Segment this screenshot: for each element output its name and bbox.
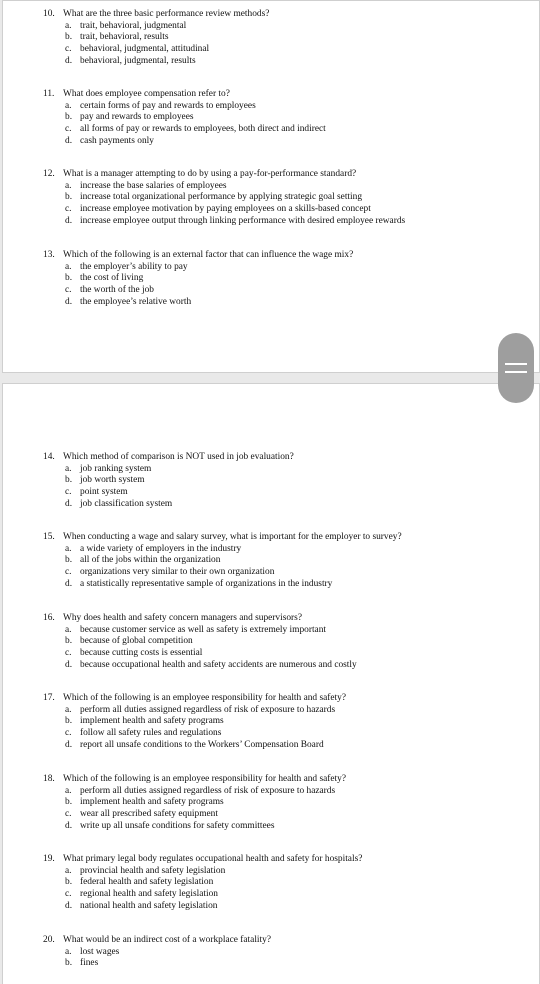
answer-option-a[interactable] <box>65 947 425 959</box>
option-letter: a. <box>65 624 72 635</box>
option-text: write up all unsafe conditions for safety committees <box>80 820 275 831</box>
option-text: increase employee motivation by paying employees on a skills-based concept <box>80 204 371 215</box>
answer-option-a[interactable] <box>65 544 425 556</box>
grip-line-icon <box>505 371 527 373</box>
question-text: What primary legal body regulates occupational health and safety for hospitals? <box>63 854 363 864</box>
option-text: all of the jobs within the organization <box>80 555 221 566</box>
answer-options <box>65 101 425 148</box>
answer-option-c[interactable] <box>65 487 425 499</box>
answer-options <box>65 866 425 913</box>
option-letter: d. <box>65 739 73 750</box>
question-stem <box>43 774 425 786</box>
question-text: Which of the following is an external factor that can influence the wage mix? <box>63 250 354 260</box>
option-letter: c. <box>65 44 72 55</box>
option-text: cash payments only <box>80 135 154 146</box>
option-letter: a. <box>65 946 72 957</box>
option-letter: c. <box>65 728 72 739</box>
question-stem <box>43 9 425 21</box>
option-letter: c. <box>65 889 72 900</box>
option-text: follow all safety rules and regulations <box>80 728 222 739</box>
question-number: 11. <box>43 89 55 99</box>
question-10 <box>43 9 425 68</box>
question-stem <box>43 935 425 947</box>
option-letter: b. <box>65 877 73 888</box>
answer-option-a[interactable] <box>65 625 425 637</box>
answer-option-c[interactable] <box>65 44 425 56</box>
answer-option-d[interactable] <box>65 740 425 752</box>
answer-option-d[interactable] <box>65 579 425 591</box>
question-text: Which method of comparison is NOT used in job evaluation? <box>63 452 294 462</box>
question-18 <box>43 774 425 833</box>
option-text: behavioral, judgmental, results <box>80 55 196 66</box>
option-letter: c. <box>65 204 72 215</box>
question-number: 20. <box>43 935 55 945</box>
question-16 <box>43 613 425 672</box>
option-text: federal health and safety legislation <box>80 877 214 888</box>
question-number: 10. <box>43 9 55 19</box>
option-letter: d. <box>65 296 73 307</box>
scroll-handle[interactable] <box>498 333 534 403</box>
answer-option-d[interactable] <box>65 660 425 672</box>
option-text: the worth of the job <box>80 285 154 296</box>
answer-option-b[interactable] <box>65 273 425 285</box>
option-text: provincial health and safety legislation <box>80 865 226 876</box>
option-text: because customer service as well as safety is extremely important <box>80 624 327 635</box>
question-19 <box>43 854 425 913</box>
option-letter: d. <box>65 820 73 831</box>
question-number: 14. <box>43 452 55 462</box>
option-letter: d. <box>65 578 73 589</box>
answer-option-c[interactable] <box>65 567 425 579</box>
option-letter: d. <box>65 135 73 146</box>
answer-option-d[interactable] <box>65 499 425 511</box>
option-text: wear all prescribed safety equipment <box>80 809 218 820</box>
option-text: the cost of living <box>80 273 144 284</box>
option-text: national health and safety legislation <box>80 900 218 911</box>
option-text: behavioral, judgmental, attitudinal <box>80 44 210 55</box>
answer-option-d[interactable] <box>65 821 425 833</box>
question-stem <box>43 89 425 101</box>
option-letter: b. <box>65 797 73 808</box>
grip-line-icon <box>505 363 527 365</box>
answer-option-c[interactable] <box>65 204 425 216</box>
answer-option-b[interactable] <box>65 112 425 124</box>
question-20 <box>43 935 425 970</box>
option-letter: c. <box>65 285 72 296</box>
answer-option-c[interactable] <box>65 889 425 901</box>
option-letter: a. <box>65 543 72 554</box>
option-letter: a. <box>65 100 72 111</box>
option-text: organizations very similar to their own organization <box>80 567 275 578</box>
answer-option-d[interactable] <box>65 216 425 228</box>
option-letter: a. <box>65 20 72 31</box>
answer-option-b[interactable] <box>65 797 425 809</box>
answer-option-b[interactable] <box>65 716 425 728</box>
answer-options <box>65 544 425 591</box>
option-text: perform all duties assigned regardless of risk of exposure to hazards <box>80 785 336 796</box>
answer-option-c[interactable] <box>65 285 425 297</box>
question-number: 13. <box>43 250 55 260</box>
answer-options <box>65 21 425 68</box>
question-11 <box>43 89 425 148</box>
answer-option-b[interactable] <box>65 192 425 204</box>
option-text: report all unsafe conditions to the Workers’ Compensation Board <box>80 739 324 750</box>
answer-option-a[interactable] <box>65 866 425 878</box>
option-letter: a. <box>65 865 72 876</box>
option-text: increase total organizational performance by applying strategic goal setting <box>80 192 363 203</box>
option-text: implement health and safety programs <box>80 716 224 727</box>
question-17 <box>43 693 425 752</box>
option-text: increase employee output through linking performance with desired employee rewards <box>80 215 406 226</box>
answer-option-b[interactable] <box>65 32 425 44</box>
question-text: What would be an indirect cost of a workplace fatality? <box>63 935 271 945</box>
option-letter: c. <box>65 124 72 135</box>
option-letter: c. <box>65 809 72 820</box>
option-text: point system <box>80 487 128 498</box>
question-text: Which of the following is an employee responsibility for health and safety? <box>63 774 346 784</box>
question-text: What are the three basic performance review methods? <box>63 9 270 19</box>
option-text: increase the base salaries of employees <box>80 180 227 191</box>
question-12 <box>43 169 425 228</box>
question-number: 18. <box>43 774 55 784</box>
answer-options <box>65 262 425 309</box>
option-text: because occupational health and safety accidents are numerous and costly <box>80 659 357 670</box>
answer-option-a[interactable] <box>65 21 425 33</box>
option-letter: d. <box>65 900 73 911</box>
answer-option-c[interactable] <box>65 648 425 660</box>
answer-option-b[interactable] <box>65 636 425 648</box>
option-text: a wide variety of employers in the industry <box>80 543 242 554</box>
option-letter: d. <box>65 498 73 509</box>
question-stem <box>43 452 425 464</box>
question-text: Why does health and safety concern managers and supervisors? <box>63 613 302 623</box>
option-text: job classification system <box>80 498 173 509</box>
option-letter: a. <box>65 261 72 272</box>
answer-option-c[interactable] <box>65 809 425 821</box>
option-letter: a. <box>65 463 72 474</box>
question-stem <box>43 854 425 866</box>
option-text: implement health and safety programs <box>80 797 224 808</box>
option-text: because of global competition <box>80 636 193 647</box>
answer-option-b[interactable] <box>65 958 425 970</box>
option-text: the employee’s relative worth <box>80 296 192 307</box>
option-letter: a. <box>65 704 72 715</box>
option-text: trait, behavioral, results <box>80 32 169 43</box>
question-number: 16. <box>43 613 55 623</box>
option-text: pay and rewards to employees <box>80 112 194 123</box>
question-text: What does employee compensation refer to? <box>63 89 230 99</box>
option-text: the employer’s ability to pay <box>80 261 188 272</box>
question-number: 19. <box>43 854 55 864</box>
option-text: lost wages <box>80 946 120 957</box>
question-number: 15. <box>43 532 55 542</box>
option-text: fines <box>80 958 99 969</box>
option-letter: b. <box>65 475 73 486</box>
option-letter: c. <box>65 648 72 659</box>
option-letter: b. <box>65 636 73 647</box>
option-letter: d. <box>65 659 73 670</box>
answer-options <box>65 947 425 970</box>
question-number: 17. <box>43 693 55 703</box>
option-text: certain forms of pay and rewards to employees <box>80 100 256 111</box>
answer-option-a[interactable] <box>65 786 425 798</box>
answer-option-d[interactable] <box>65 297 425 309</box>
answer-option-a[interactable] <box>65 181 425 193</box>
question-text: When conducting a wage and salary survey, what is important for the employer to survey? <box>63 532 402 542</box>
question-stem <box>43 250 425 262</box>
option-letter: b. <box>65 32 73 43</box>
answer-options <box>65 786 425 833</box>
answer-option-b[interactable] <box>65 877 425 889</box>
question-number: 12. <box>43 169 55 179</box>
answer-option-a[interactable] <box>65 262 425 274</box>
question-stem <box>43 532 425 544</box>
answer-option-a[interactable] <box>65 464 425 476</box>
question-stem <box>43 613 425 625</box>
option-text: all forms of pay or rewards to employees, both direct and indirect <box>80 124 326 135</box>
answer-options <box>65 181 425 228</box>
option-letter: b. <box>65 192 73 203</box>
question-15 <box>43 532 425 591</box>
option-letter: b. <box>65 555 73 566</box>
answer-option-d[interactable] <box>65 136 425 148</box>
option-text: job ranking system <box>80 463 152 474</box>
question-text: Which of the following is an employee responsibility for health and safety? <box>63 693 346 703</box>
option-text: perform all duties assigned regardless of risk of exposure to hazards <box>80 704 336 715</box>
question-stem <box>43 169 425 181</box>
option-letter: b. <box>65 273 73 284</box>
question-stem <box>43 693 425 705</box>
answer-option-b[interactable] <box>65 555 425 567</box>
option-letter: d. <box>65 215 73 226</box>
option-letter: d. <box>65 55 73 66</box>
answer-option-d[interactable] <box>65 901 425 913</box>
option-text: trait, behavioral, judgmental <box>80 20 187 31</box>
question-13 <box>43 250 425 309</box>
answer-option-d[interactable] <box>65 56 425 68</box>
answer-option-c[interactable] <box>65 728 425 740</box>
option-letter: b. <box>65 716 73 727</box>
question-text: What is a manager attempting to do by using a pay-for-performance standard? <box>63 169 357 179</box>
option-text: job worth system <box>80 475 145 486</box>
question-14 <box>43 452 425 511</box>
answer-option-b[interactable] <box>65 475 425 487</box>
answer-option-a[interactable] <box>65 705 425 717</box>
answer-option-c[interactable] <box>65 124 425 136</box>
option-text: because cutting costs is essential <box>80 648 203 659</box>
answer-options <box>65 464 425 511</box>
option-letter: b. <box>65 112 73 123</box>
option-text: a statistically representative sample of organizations in the industry <box>80 578 333 589</box>
option-letter: a. <box>65 785 72 796</box>
answer-option-a[interactable] <box>65 101 425 113</box>
answer-options <box>65 625 425 672</box>
option-letter: a. <box>65 180 72 191</box>
answer-options <box>65 705 425 752</box>
option-letter: c. <box>65 567 72 578</box>
option-text: regional health and safety legislation <box>80 889 218 900</box>
option-letter: c. <box>65 487 72 498</box>
option-letter: b. <box>65 958 73 969</box>
